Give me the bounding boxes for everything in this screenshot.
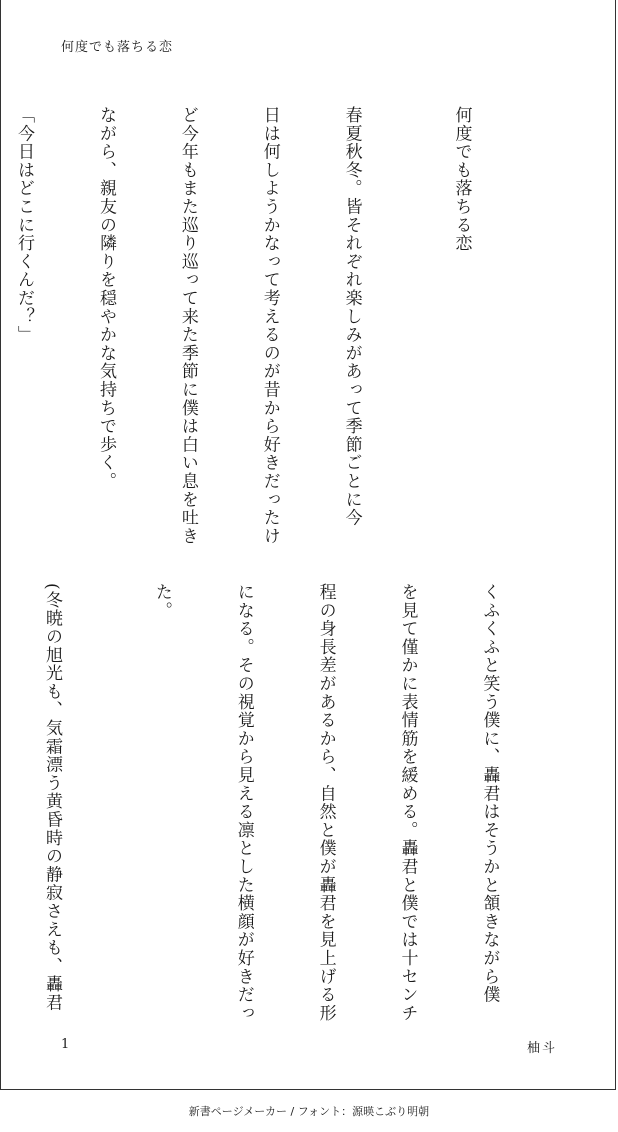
dialogue-line: 「今日はどこに行くんだ？」: [14, 106, 35, 344]
text-line: くふくふと笑う僕に、轟君はそうかと頷きながら僕: [479, 583, 500, 1004]
text-line: (冬暁の旭光も、気霜漂う黄昏時の静寂さえも、轟君: [42, 583, 62, 1012]
text-line: た。: [151, 583, 172, 620]
page-number: 1: [61, 1037, 70, 1052]
text-line: になる。その視覚から見える凛とした横顔が好きだっ: [233, 583, 254, 1023]
story-title: 何度でも落ちる恋: [451, 106, 472, 253]
footer-caption: 新書ページメーカー / フォント：源暎こぶり明朝: [188, 1105, 430, 1118]
bottom-text-block: [0, 583, 557, 1023]
text-line: 春夏秋冬。皆それぞれ楽しみがあって季節ごとに今: [341, 106, 362, 527]
text-line: 程の身長差があるから、自然と僕が轟君を見上げる形: [315, 583, 336, 1023]
running-header-title: 何度でも落ちる恋: [61, 40, 174, 55]
text-line: ながら、親友の隣りを穏やかな気持ちで歩く。: [95, 106, 116, 491]
text-line: ど今年もまた巡り巡って来た季節に僕は白い息を吐き: [177, 106, 198, 546]
author-name: 柚斗: [526, 1041, 557, 1056]
top-text-block: [0, 106, 557, 551]
text-line: を見て僅かに表情筋を緩める。轟君と僕では十センチ: [397, 583, 418, 1023]
text-line: 日は何しようかなって考えるのが昔から好きだったけ: [259, 106, 280, 546]
